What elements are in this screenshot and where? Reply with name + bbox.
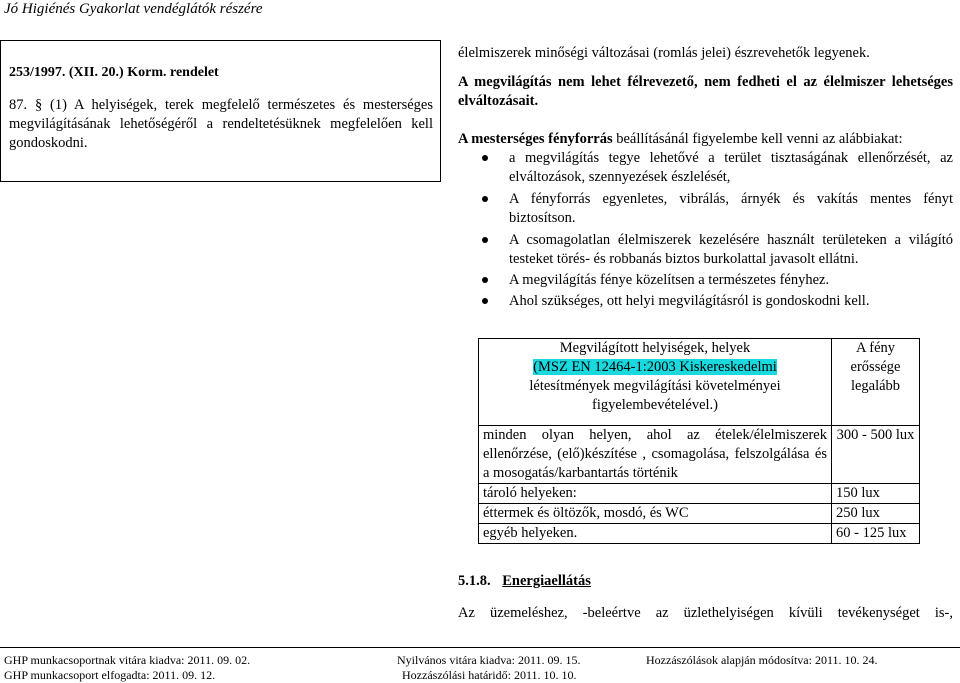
section-title: Energiaellátás xyxy=(502,573,591,589)
bold-paragraph: A megvilágítás nem lehet félrevezető, nem fedheti el az élelmiszer lehetséges elváltozásait. xyxy=(458,74,953,109)
footer-text-3: Hozzászólások alapján módosítva: 2011. 10. 24. xyxy=(646,653,878,667)
bullet-icon xyxy=(482,196,488,202)
place-cell: éttermek és öltözők, mosdó, és WC xyxy=(479,504,832,524)
text-line-1: élelmiszerek minőségi változásai (romlás jelei) észrevehetők legyenek. xyxy=(458,45,870,61)
word: üzemeléshez, xyxy=(489,605,568,621)
table-row xyxy=(479,426,920,484)
table-row xyxy=(479,484,920,504)
lux-cell: 150 lux xyxy=(832,484,920,504)
last-line xyxy=(458,605,953,622)
footer-divider xyxy=(0,647,960,648)
place-cell: tároló helyeken: xyxy=(479,484,832,504)
list-item: a megvilágítás tegye lehetővé a terület tisztaságának ellenőrzését, az elváltozások, szennyezések észlelését, xyxy=(458,149,953,187)
list-item: A csomagolatlan élelmiszerek kezelésére használt területeken a világító testeket törés- és robbanás biztos burkolattal javasolt ellátni. xyxy=(458,231,953,269)
table-header-row xyxy=(479,339,920,426)
word: -beleértve xyxy=(582,605,641,621)
footer-text-4: GHP munkacsoport elfogadta: 2011. 09. 12. xyxy=(4,668,216,682)
word: kívüli xyxy=(788,605,823,621)
header-title: Jó Higiénés Gyakorlat vendéglátók részére xyxy=(4,1,263,17)
list-item: Ahol szükséges, ott helyi megvilágításról is gondoskodni kell. xyxy=(458,292,953,311)
word: tevékenységet xyxy=(837,605,920,621)
standard-highlight: (MSZ EN 12464-1:2003 Kiskereskedelmi xyxy=(533,359,777,375)
regulation-reference: 253/1997. (XII. 20.) Korm. rendelet xyxy=(9,65,219,80)
last-line-text xyxy=(458,605,953,622)
intro-paragraph xyxy=(458,130,953,149)
bullet-icon xyxy=(482,298,488,304)
intro-rest: beállításánál figyelembe kell venni az alábbiakat: xyxy=(612,131,903,147)
word: is-, xyxy=(934,605,953,621)
regulation-paragraph: 87. § (1) A helyiségek, terek megfelelő természetes és mesterséges megvilágításának lehetőségéről a rendeltetésüknek megfelelően kell gondoskodni. xyxy=(9,97,433,151)
main-text xyxy=(458,44,953,311)
footer-text-2: Nyilvános vitára kiadva: 2011. 09. 15. xyxy=(397,653,581,667)
section-heading xyxy=(458,573,591,590)
list-item: A fényforrás egyenletes, vibrálás, árnyék és vakítás mentes fényt biztosítson. xyxy=(458,190,953,228)
place-cell: minden olyan helyen, ahol az ételek/élelmiszerek ellenőrzése, (elő)készítése , csomagolása, felszolgálása és a mosogatás/karbantartás történik xyxy=(479,426,832,484)
footer-text-5: Hozzászólási határidő: 2011. 10. 10. xyxy=(402,668,577,682)
footer-text-1: GHP munkacsoportnak vitára kiadva: 2011. 09. 02. xyxy=(4,653,251,667)
bullet-icon xyxy=(482,277,488,283)
bullet-icon xyxy=(482,237,488,243)
word: Az xyxy=(458,605,475,621)
lux-cell: 60 - 125 lux xyxy=(832,524,920,544)
page-header xyxy=(0,0,960,24)
intro-bold: A mesterséges fényforrás xyxy=(458,131,613,147)
section-number: 5.1.8. xyxy=(458,573,491,589)
header-lux-cell: A fény erőssége legalább xyxy=(832,339,920,426)
word: az xyxy=(655,605,669,621)
bullet-icon xyxy=(482,155,488,161)
requirement-list xyxy=(458,149,953,311)
header-place-cell: Megvilágított helyiségek, helyek (MSZ EN 12464-1:2003 Kiskereskedelmi létesítmények megvilágítási követelményei figyelembevételével.) xyxy=(479,339,832,426)
place-cell: egyéb helyeken. xyxy=(479,524,832,544)
table-row xyxy=(479,504,920,524)
regulation-box xyxy=(0,40,441,182)
illumination-table xyxy=(478,338,920,544)
table-row xyxy=(479,524,920,544)
lux-cell: 250 lux xyxy=(832,504,920,524)
list-item: A megvilágítás fénye közelítsen a természetes fényhez. xyxy=(458,271,953,290)
lux-cell: 300 - 500 lux xyxy=(832,426,920,484)
word: üzlethelyiségen xyxy=(683,605,774,621)
